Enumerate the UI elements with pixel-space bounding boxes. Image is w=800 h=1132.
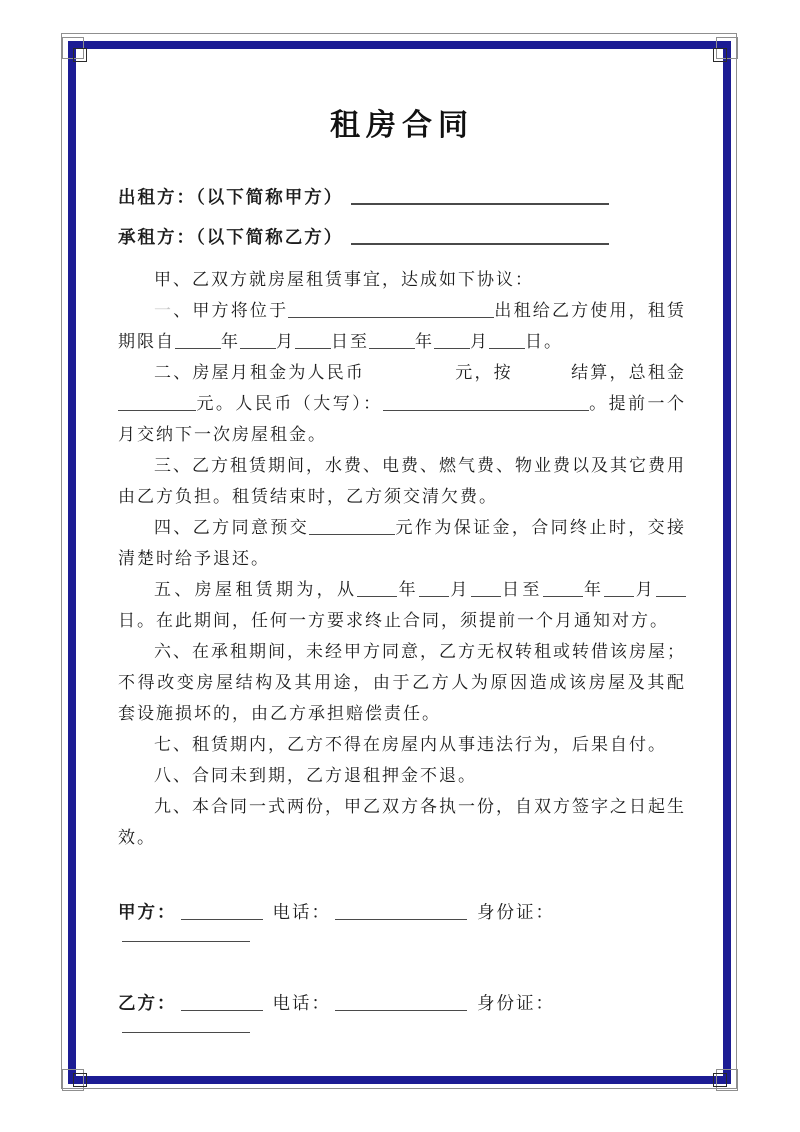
id-card-blank — [122, 924, 250, 942]
blank-space — [365, 362, 455, 378]
party-line — [118, 224, 686, 249]
party-label: 出租方：（以下简称甲方） — [118, 187, 344, 207]
clause-text: 元。人民币（大写）： — [196, 394, 383, 413]
fill-in-blank — [309, 518, 395, 535]
signature-line — [118, 990, 686, 1036]
clause-text: 月 — [634, 580, 657, 599]
fill-in-blank — [118, 394, 196, 411]
fill-in-blank — [369, 332, 415, 349]
corner-ornament-square — [62, 1069, 84, 1091]
fill-in-blank — [434, 332, 470, 349]
clause-text: 日至 — [331, 332, 369, 351]
fill-in-blank — [351, 186, 609, 205]
blank-space — [513, 362, 571, 378]
clause-text: 结算，总租金 — [570, 363, 687, 382]
signature-name-blank — [181, 993, 263, 1011]
clause-text: 。提前一个月交纳下一次房屋租金。 — [118, 394, 686, 444]
fill-in-blank — [288, 301, 494, 318]
phone-blank — [335, 902, 467, 920]
corner-ornament-square — [73, 1073, 87, 1087]
id-card-blank — [122, 1015, 250, 1033]
clause-text: 八、合同未到期，乙方退租押金不退。 — [154, 766, 477, 785]
contract-clause — [118, 729, 686, 760]
corner-ornament-square — [62, 37, 84, 59]
clause-text: 元，按 — [455, 363, 513, 382]
contract-clause — [118, 760, 686, 791]
clause-text: 、甲方将位于 — [173, 301, 289, 320]
intro-line: 甲、乙双方就房屋租赁事宜，达成如下协议： — [154, 270, 534, 289]
fill-in-blank — [175, 332, 221, 349]
clause-text: 元作为保证金，合同终止时，交接清楚时给予退还。 — [118, 518, 687, 568]
signatures-section — [118, 899, 686, 1036]
clause-text: 月 — [276, 332, 295, 351]
fill-in-blank — [471, 580, 501, 597]
fill-in-blank — [604, 580, 634, 597]
phone-label: 电话： — [272, 993, 331, 1013]
clause-text: 四、乙方同意预交 — [154, 518, 310, 537]
phone-label: 电话： — [272, 902, 331, 922]
fill-in-blank — [357, 580, 397, 597]
contract-clause — [118, 450, 686, 512]
fill-in-blank — [543, 580, 583, 597]
contract-clause — [118, 574, 686, 636]
party-label: 承租方：（以下简称乙方） — [118, 227, 344, 247]
contract-clause — [118, 636, 686, 729]
clause-text: 出租给乙方使用，租赁期限自 — [118, 301, 687, 351]
clause-text: 日。 — [525, 332, 563, 351]
fill-in-blank — [351, 226, 609, 245]
signature-party-label: 甲方： — [118, 902, 177, 922]
fill-in-blank — [383, 394, 589, 411]
page-title: 租房合同 — [330, 109, 474, 142]
fill-in-blank — [419, 580, 449, 597]
clause-text: 年 — [582, 580, 605, 599]
contract-clause — [118, 295, 686, 357]
contract-clause — [118, 512, 686, 574]
corner-ornament-square — [713, 48, 727, 62]
clause-text: 年 — [397, 580, 420, 599]
parties-section — [118, 184, 686, 249]
signature-name-blank — [181, 902, 263, 920]
clause-text: 年 — [415, 332, 434, 351]
clause-text: 六、在承租期间，未经甲方同意，乙方无权转租或转借该房屋；不得改变房屋结构及其用途，由于乙方人为原因造成该房屋及其配套设施损坏的，由乙方承担赔偿责任。 — [118, 642, 686, 723]
fill-in-blank — [295, 332, 331, 349]
fill-in-blank — [656, 580, 686, 597]
phone-blank — [335, 993, 467, 1011]
contract-clause — [118, 791, 686, 853]
clause-text: 日至 — [500, 580, 543, 599]
party-line — [118, 184, 686, 209]
fill-in-blank — [240, 332, 276, 349]
clause-text: 年 — [221, 332, 240, 351]
clause-text: 月 — [470, 332, 489, 351]
clause-text: 日。在此期间，任何一方要求终止合同，须提前一个月通知对方。 — [118, 611, 669, 630]
fill-in-blank — [489, 332, 525, 349]
signature-party-label: 乙方： — [118, 993, 177, 1013]
document-content — [118, 42, 686, 1081]
clause-text: 七、租赁期内，乙方不得在房屋内从事违法行为，后果自付。 — [154, 735, 667, 754]
id-card-label: 身份证： — [477, 993, 555, 1013]
clauses-section — [118, 295, 686, 853]
corner-ornament-square — [716, 37, 738, 59]
clause-text: 二、房屋月租金为人民币 — [154, 363, 366, 382]
signature-line — [118, 899, 686, 945]
clause-text: 五、房屋租赁期为，从 — [154, 580, 358, 599]
corner-ornament-square — [713, 1073, 727, 1087]
clause-text: 月 — [449, 580, 471, 599]
clause-text: 一 — [154, 301, 174, 320]
contract-clause — [118, 357, 686, 450]
clause-text: 三、乙方租赁期间，水费、电费、燃气费、物业费以及其它费用由乙方负担。租赁结束时，乙方须交清欠费。 — [118, 456, 686, 506]
corner-ornament-square — [716, 1069, 738, 1091]
id-card-label: 身份证： — [477, 902, 555, 922]
corner-ornament-square — [73, 48, 87, 62]
clause-text: 九、本合同一式两份，甲乙双方各执一份，自双方签字之日起生效。 — [118, 797, 686, 847]
